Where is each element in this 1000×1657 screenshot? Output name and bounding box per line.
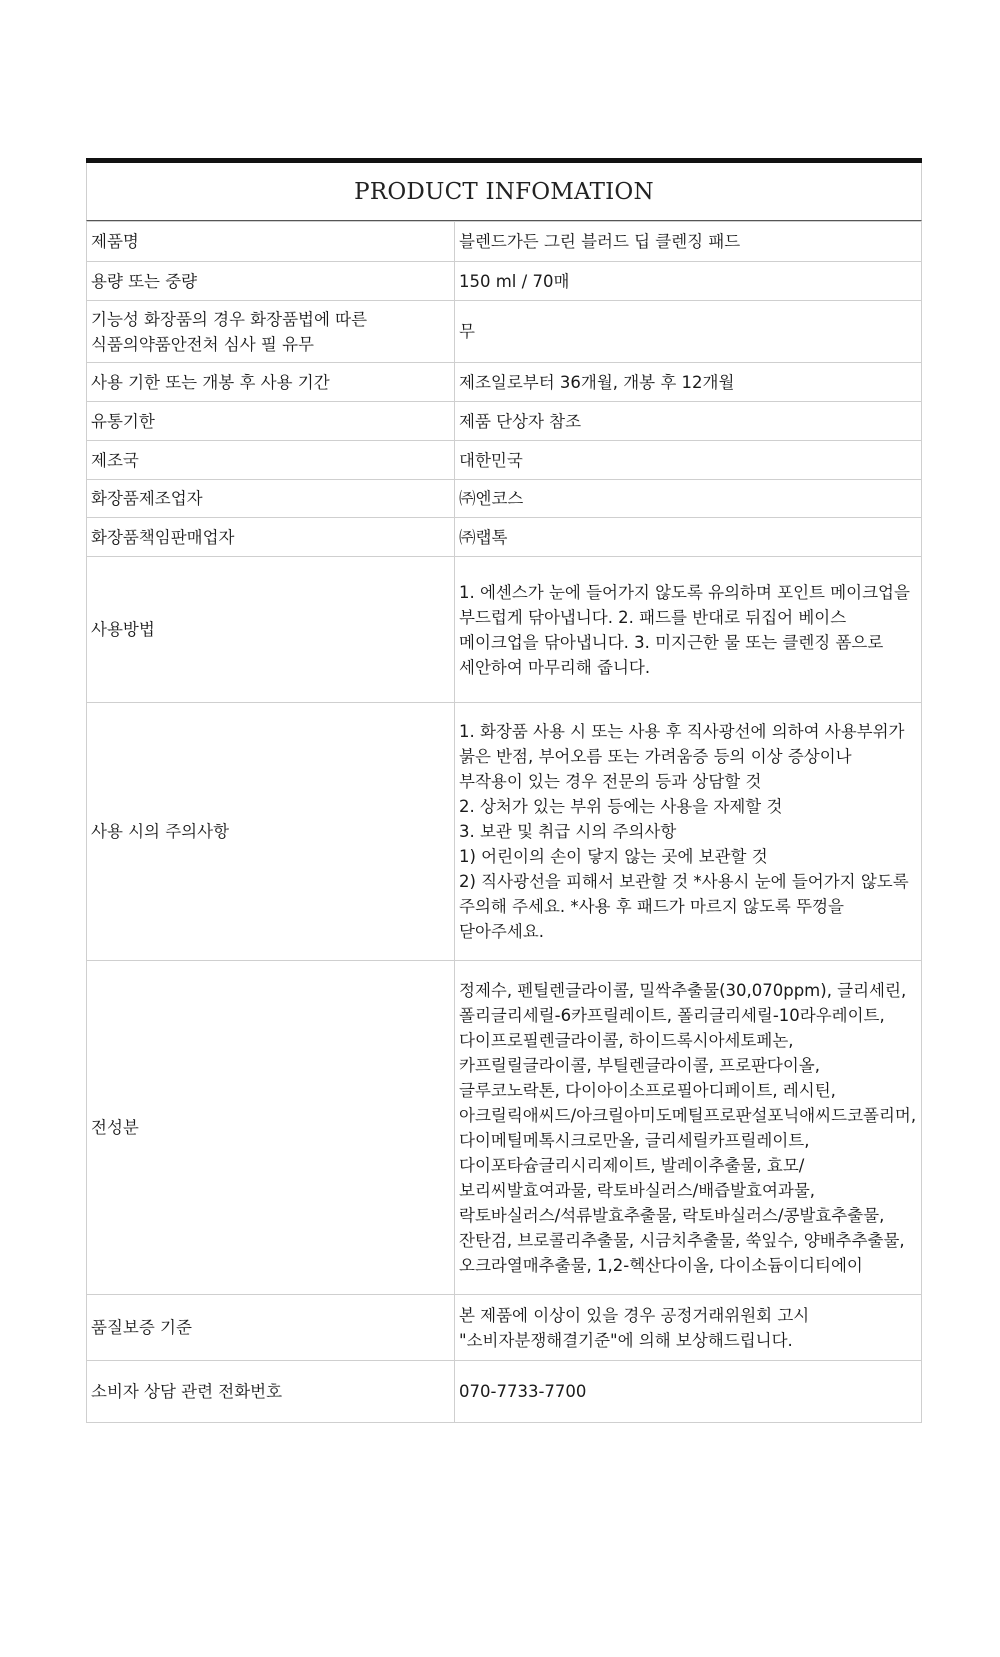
row-value: 070-7733-7700 — [455, 1361, 922, 1423]
row-label: 화장품제조업자 — [87, 480, 455, 518]
row-label: 품질보증 기준 — [87, 1295, 455, 1361]
row-label: 제품명 — [87, 222, 455, 262]
row-label: 사용 시의 주의사항 — [87, 703, 455, 961]
row-value: ㈜랩톡 — [455, 518, 922, 557]
row-value: 1. 화장품 사용 시 또는 사용 후 직사광선에 의하여 사용부위가 붉은 반점, 부어오름 또는 가려움증 등의 이상 증상이나 부작용이 있는 경우 전문의 등과 상담할 것 2. 상처가 있는 부위 등에는 사용을 자제할 것 3. 보관 및 취급 시의 주의사항 1) 어린이의 손이 닿지 않는 곳에 보관할 것 2) 직사광선을 피해서 보관할 것 *사용시 눈에 들어가지 않도록 주의해 주세요. *사용 후 패드가 마르지 않도록 뚜껑을 닫아주세요. — [455, 703, 922, 961]
table-row — [87, 557, 922, 703]
row-value: 무 — [455, 301, 922, 363]
row-label: 제조국 — [87, 441, 455, 480]
row-value: 150 ml / 70매 — [455, 262, 922, 301]
table-row — [87, 363, 922, 402]
product-info-sheet — [86, 158, 922, 1423]
row-value: 제조일로부터 36개월, 개봉 후 12개월 — [455, 363, 922, 402]
row-value: 제품 단상자 참조 — [455, 402, 922, 441]
row-value: 블렌드가든 그린 블러드 딥 클렌징 패드 — [455, 222, 922, 262]
row-label: 사용방법 — [87, 557, 455, 703]
product-info-table — [86, 221, 922, 1423]
row-value: 대한민국 — [455, 441, 922, 480]
row-value: 본 제품에 이상이 있을 경우 공정거래위원회 고시 "소비자분쟁해결기준"에 의해 보상해드립니다. — [455, 1295, 922, 1361]
row-label: 기능성 화장품의 경우 화장품법에 따른 식품의약품안전처 심사 필 유무 — [87, 301, 455, 363]
row-label: 소비자 상담 관련 전화번호 — [87, 1361, 455, 1423]
table-row — [87, 262, 922, 301]
row-label: 유통기한 — [87, 402, 455, 441]
row-label: 용량 또는 중량 — [87, 262, 455, 301]
page-title: PRODUCT INFOMATION — [86, 163, 922, 221]
row-label: 사용 기한 또는 개봉 후 사용 기간 — [87, 363, 455, 402]
table-row — [87, 441, 922, 480]
row-value: 정제수, 펜틸렌글라이콜, 밀싹추출물(30,070ppm), 글리세린, 폴리글리세릴-6카프릴레이트, 폴리글리세릴-10라우레이트, 다이프로필렌글라이콜, 하이드록시아세토페논, 카프릴릴글라이콜, 부틸렌글라이콜, 프로판다이올, 글루코노락톤, 다이아이소프로필아디페이트, 레시틴, 아크릴릭애씨드/아크릴아미도메틸프로판설포닉애씨드코폴리머, 다이메틸메톡시크로만올, 글리세릴카프릴레이트, 다이포타슘글리시리제이트, 발레이추출물, 효모/보리씨발효여과물, 락토바실러스/배즙발효여과물, 락토바실러스/석류발효추출물, 락토바실러스/콩발효추출물, 잔탄검, 브로콜리추출물, 시금치추출물, 쑥잎수, 양배추추출물, 오크라열매추출물, 1,2-헥산다이올, 다이소듐이디티에이 — [455, 961, 922, 1295]
table-row — [87, 301, 922, 363]
table-row — [87, 703, 922, 961]
row-label: 화장품책임판매업자 — [87, 518, 455, 557]
table-row — [87, 518, 922, 557]
table-row — [87, 961, 922, 1295]
row-label: 전성분 — [87, 961, 455, 1295]
table-row — [87, 222, 922, 262]
table-row — [87, 1295, 922, 1361]
table-row — [87, 1361, 922, 1423]
table-row — [87, 402, 922, 441]
row-value: ㈜엔코스 — [455, 480, 922, 518]
row-value: 1. 에센스가 눈에 들어가지 않도록 유의하며 포인트 메이크업을 부드럽게 닦아냅니다. 2. 패드를 반대로 뒤집어 베이스 메이크업을 닦아냅니다. 3. 미지근한 물 또는 클렌징 폼으로 세안하여 마무리해 줍니다. — [455, 557, 922, 703]
table-row — [87, 480, 922, 518]
